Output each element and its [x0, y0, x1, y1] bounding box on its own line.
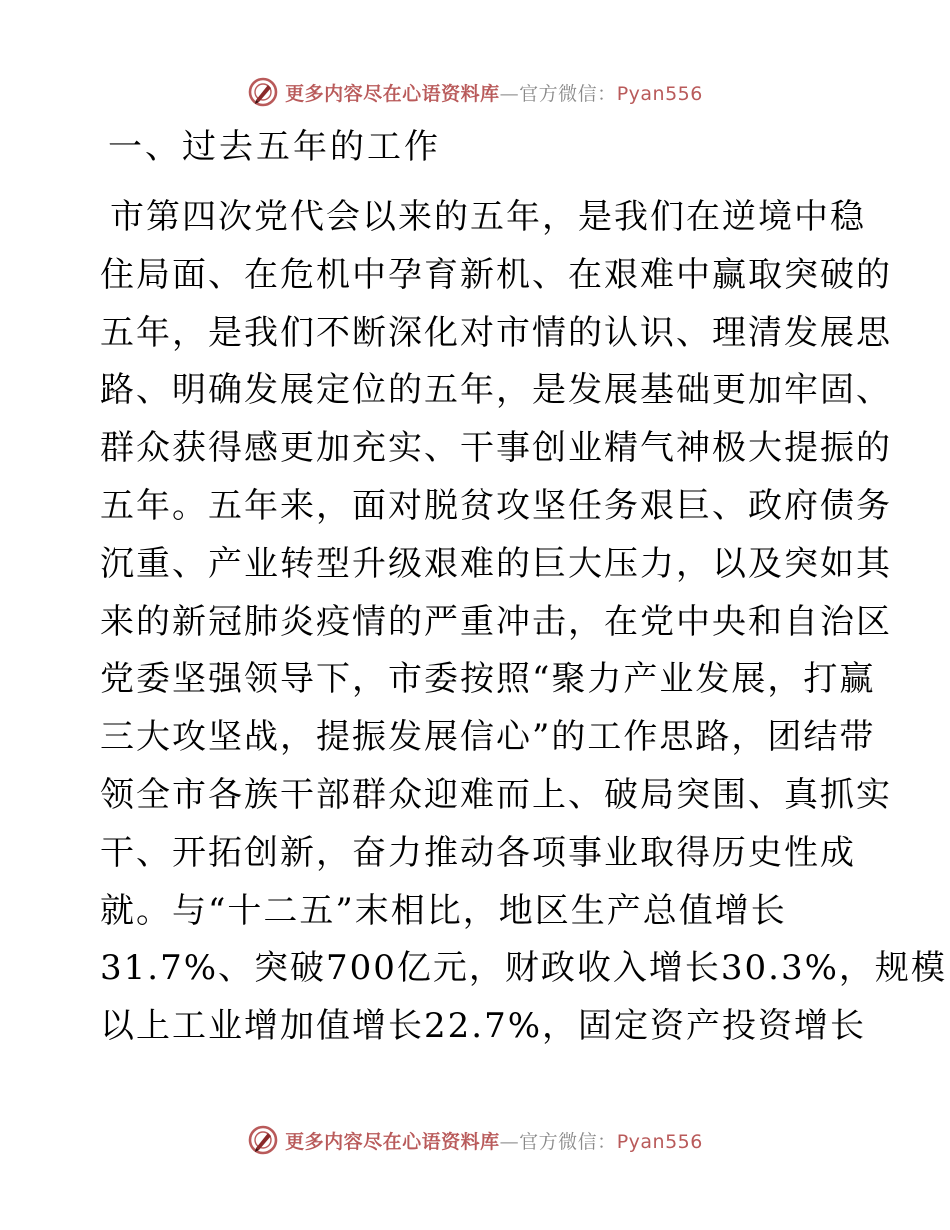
paragraph-line: 领全市各族干部群众迎难而上、破局突围、真抓实 — [100, 774, 892, 815]
paragraph-line: 五年，是我们不断深化对市情的认识、理清发展思 — [100, 312, 892, 353]
paragraph-line: 党委坚强领导下，市委按照“聚力产业发展，打赢 — [100, 659, 876, 700]
paragraph-line: 市第四次党代会以来的五年，是我们在逆境中稳 — [110, 197, 866, 237]
watermark-dash: — — [499, 82, 520, 105]
watermark-main-text: 更多内容尽在心语资料库 — [285, 1130, 500, 1153]
paragraph-line: 干、开拓创新，奋力推动各项事业取得历史性成 — [100, 832, 856, 873]
paragraph-line: 三大攻坚战，提振发展信心”的工作思路，团结带 — [100, 717, 876, 758]
section-heading: 一、过去五年的工作 — [108, 127, 441, 167]
paragraph-line: 五年。五年来，面对脱贫攻坚任务艰巨、政府债务 — [100, 485, 892, 526]
pen-logo-icon — [247, 76, 279, 108]
watermark-wechat-id: Pyan556 — [616, 82, 703, 105]
paragraph-line: 沉重、产业转型升级艰难的巨大压力，以及突如其 — [100, 543, 892, 584]
paragraph-line: 来的新冠肺炎疫情的严重冲击，在党中央和自治区 — [100, 601, 892, 642]
footer-watermark — [0, 1120, 950, 1160]
watermark-label: 官方微信： — [519, 1130, 617, 1153]
paragraph-line: 路、明确发展定位的五年，是发展基础更加牢固、 — [100, 370, 892, 411]
body-paragraph — [100, 189, 947, 1056]
paragraph-line: 群众获得感更加充实、干事创业精气神极大提振的 — [100, 428, 892, 469]
pen-logo-icon — [247, 1124, 279, 1156]
watermark-wechat-id: Pyan556 — [616, 1130, 703, 1153]
watermark-dash: — — [499, 1130, 520, 1153]
paragraph-line: 就。与“十二五”末相比，地区生产总值增长 — [100, 890, 787, 931]
paragraph-line: 以上工业增加值增长22.7%，固定资产投资增长 — [100, 1006, 867, 1047]
watermark-label: 官方微信： — [519, 82, 617, 105]
paragraph-line: 31.7%、突破700亿元，财政收入增长30.3%，规模 — [100, 948, 947, 989]
watermark-main-text: 更多内容尽在心语资料库 — [285, 82, 500, 105]
paragraph-line: 住局面、在危机中孕育新机、在艰难中赢取突破的 — [100, 254, 892, 295]
header-watermark — [0, 72, 950, 112]
